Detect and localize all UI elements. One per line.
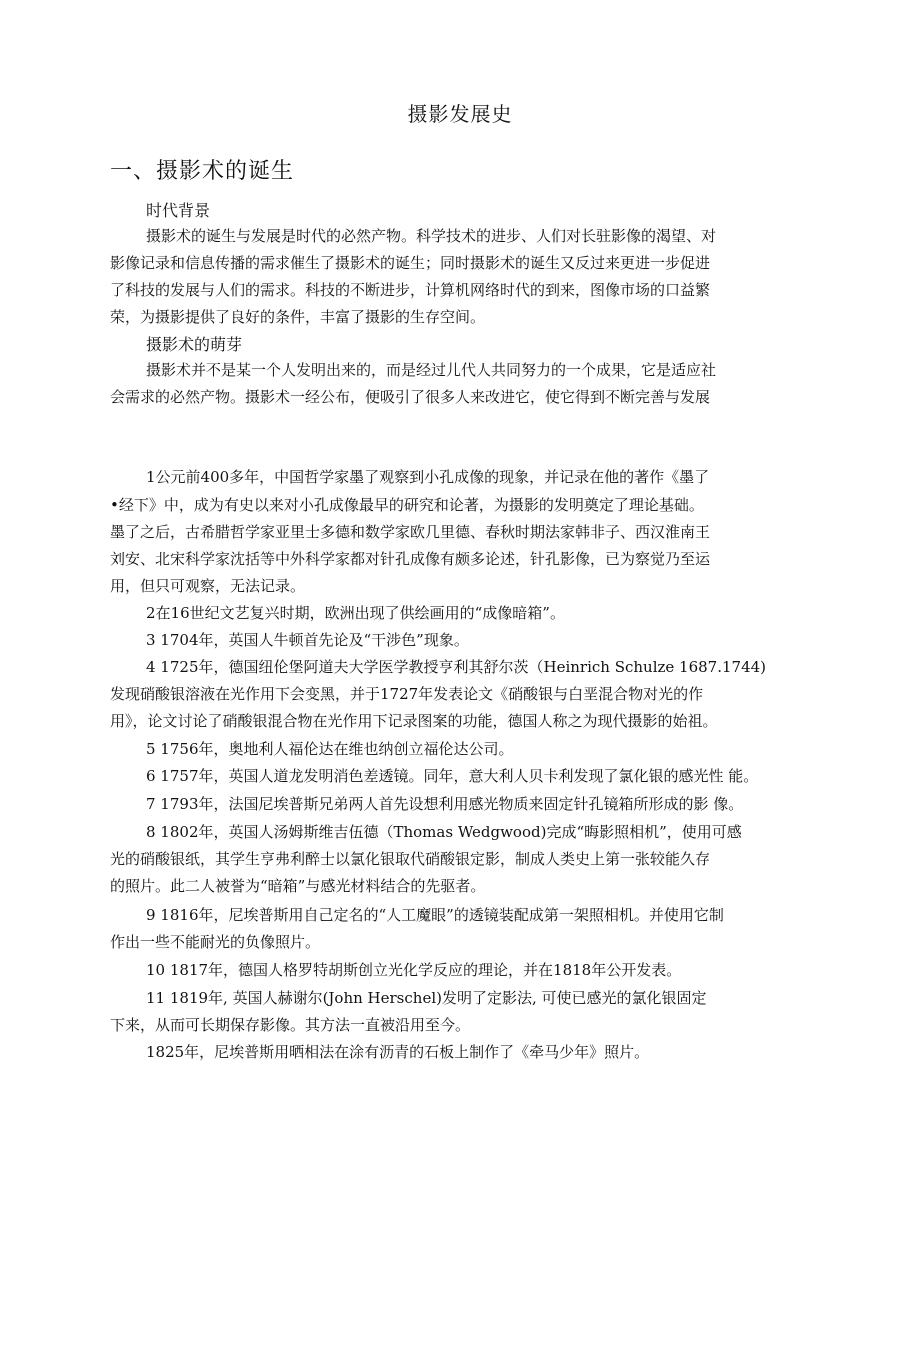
timeline-line: 5 1756年，奥地利人福伦达在维也纳创立福伦达公司。 [146,740,514,758]
paragraph-line: 摄影术并不是某一个人发明出来的，而是经过儿代人共同努力的一个成果，它是适应社 [146,361,717,379]
timeline-line: 6 1757年，英国人道龙发明消色差透镜。同年，意大利人贝卡利发现了氯化银的感光性 能。 [146,767,759,785]
timeline-line: 11 1819年, 英国人赫谢尔(John Herschel)发明了定影法, 可使已感光的氯化银固定 [146,989,707,1007]
timeline-line: 作出一些不能耐光的负像照片。 [110,933,321,951]
section-heading: 一、摄影术的诞生 [110,159,295,184]
document-title: 摄影发展史 [407,102,513,126]
timeline-line: 10 1817年，德国人格罗特胡斯创立光化学反应的理论，并在1818年公开发表。 [146,961,682,979]
paragraph-line: 影像记录和信息传播的需求催生了摄影术的诞生；同时摄影术的诞生又反过来更进一步促进 [110,254,711,272]
timeline-line: 的照片。此二人被誉为“暗箱”与感光材料结合的先驱者。 [110,877,486,895]
timeline-line: 1公元前400多年，中国哲学家墨了观察到小孔成像的现象，并记录在他的著作《墨了 [146,468,710,486]
timeline-line: 墨了之后，古希腊哲学家亚里士多德和数学家欧几里德、春秋时期法家韩非子、西汉淮南王 [110,523,711,541]
timeline-line: 8 1802年，英国人汤姆斯维吉伍德（Thomas Wedgwood)完成“晦影照相机”，使用可感 [146,823,742,841]
timeline-line: 发现硝酸银溶液在光作用下会变黑，并于1727年发表论文《硝酸银与白垩混合物对光的作 [110,685,704,703]
timeline-line: 4 1725年，德国纽伦堡阿道夫大学医学教授亨利其舒尔茨（Heinrich Schulze 1687.1744) [146,658,767,676]
timeline-line: 7 1793年，法国尼埃普斯兄弟两人首先设想利用感光物质来固定针孔镜箱所形成的影 像。 [146,795,744,813]
timeline-line: 9 1816年，尼埃普斯用自己定名的“人工魔眼”的透镜装配成第一架照相机。并使用它制 [146,906,724,924]
paragraph-line: 了科技的发展与人们的需求。科技的不断进步，计算机网络时代的到来，图像市场的口益繁 [110,281,711,299]
paragraph-line: 荣，为摄影提供了良好的条件，丰富了摄影的生存空间。 [110,308,486,326]
timeline-line: 用》，论文讨论了硝酸银混合物在光作用下记录图案的功能，德国人称之为现代摄影的始祖。 [110,712,718,730]
paragraph-line: 会需求的必然产物。摄影术一经公布，便吸引了很多人来改进它，使它得到不断完善与发展 [110,388,711,406]
paragraph-line: 摄影术的诞生与发展是时代的必然产物。科学技术的进步、人们对长驻影像的渴望、对 [146,227,717,245]
timeline-line: 下来，从而可长期保存影像。其方法一直被沿用至今。 [110,1016,471,1034]
timeline-line: 用，但只可观察，无法记录。 [110,577,306,595]
timeline-line: 刘安、北宋科学家沈括等中外科学家都对针孔成像有颇多论述，针孔影像，已为察觉乃至运 [110,550,711,568]
timeline-line: •经下》中，成为有史以来对小孔成像最早的研究和论著，为摄影的发明奠定了理论基础。 [110,496,704,514]
timeline-line: 3 1704年，英国人牛顿首先论及“干涉色”现象。 [146,631,469,649]
subheading-origins: 摄影术的萌芽 [146,335,243,354]
subheading-era-background: 时代背景 [146,201,211,220]
timeline-line: 光的硝酸银纸，其学生亨弗利醉士以氯化银取代硝酸银定影，制成人类史上第一张较能久存 [110,850,711,868]
timeline-line: 1825年，尼埃普斯用晒相法在涂有沥青的石板上制作了《牵马少年》照片。 [146,1043,650,1061]
timeline-line: 2在16世纪文艺复兴时期，欧洲出现了供绘画用的“成像暗箱”。 [146,604,565,622]
